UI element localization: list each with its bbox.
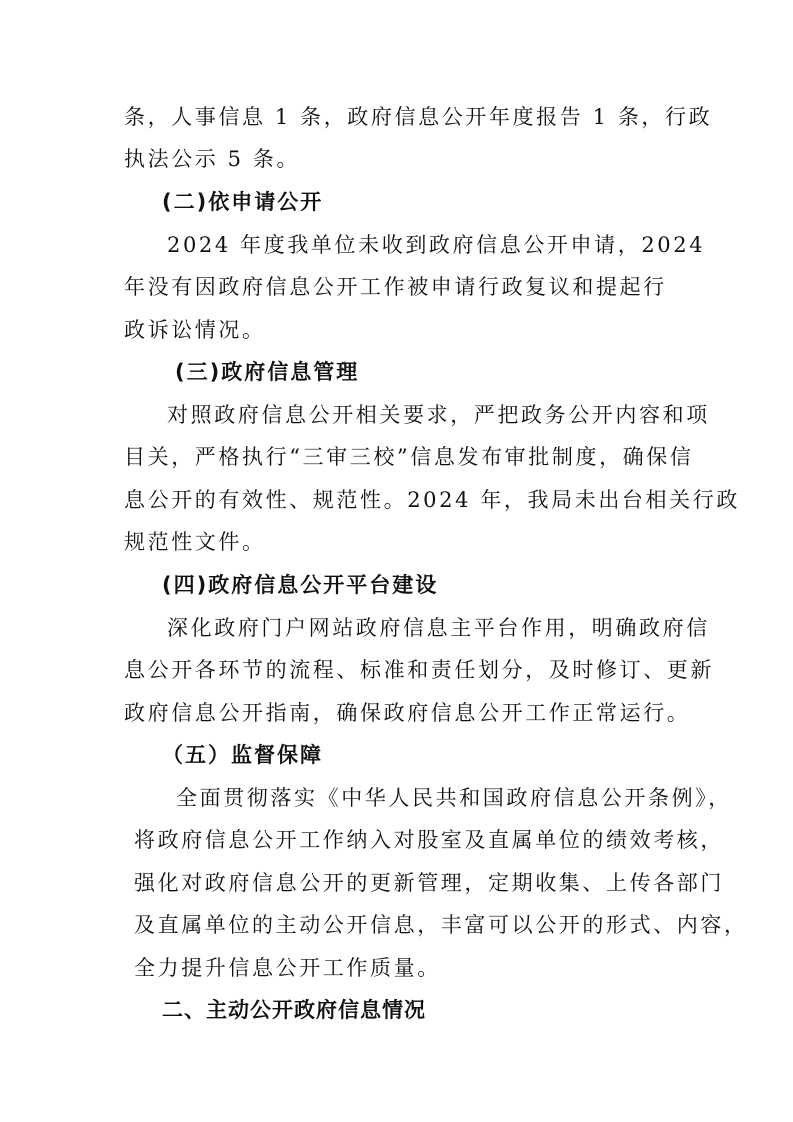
paragraph-line: 年没有因政府信息公开工作被申请行政复议和提起行	[124, 275, 667, 299]
paragraph-line: 全面贯彻落实《中华人民共和国政府信息公开条例》，	[176, 786, 732, 810]
paragraph-line: 息公开的有效性、规范性。2024 年，我局未出台相关行政	[124, 488, 740, 512]
paragraph-line: 强化对政府信息公开的更新管理，定期收集、上传各部门	[134, 871, 724, 895]
section-heading-platform-construction: (四)政府信息公开平台建设	[162, 573, 439, 597]
paragraph-line: 全力提升信息公开工作质量。	[134, 956, 441, 980]
paragraph-line: 政府信息公开指南，确保政府信息公开工作正常运行。	[124, 701, 691, 725]
paragraph-line: 执法公示 5 条。	[124, 147, 301, 171]
paragraph-line: 规范性文件。	[124, 530, 266, 554]
paragraph-line: 2024 年度我单位未收到政府信息公开申请，2024	[167, 233, 706, 257]
paragraph-line: 息公开各环节的流程、标准和责任划分，及时修订、更新	[124, 658, 714, 682]
section-heading-apply-disclosure: (二)依申请公开	[162, 190, 324, 214]
paragraph-line: 对照政府信息公开相关要求，严把政务公开内容和项	[167, 403, 710, 427]
paragraph-line: 及直属单位的主动公开信息，丰富可以公开的形式、内容，	[134, 913, 748, 937]
paragraph-line: 深化政府门户网站政府信息主平台作用，明确政府信	[167, 616, 710, 640]
paragraph-line: 将政府信息公开工作纳入对股室及直属单位的绩效考核，	[134, 828, 724, 852]
paragraph-line: 目关，严格执行“三审三校”信息发布审批制度，确保信	[124, 445, 694, 469]
paragraph-line: 政诉讼情况。	[124, 318, 266, 342]
paragraph-line: 条，人事信息 1 条，政府信息公开年度报告 1 条，行政	[124, 105, 713, 129]
section-heading-info-management: (三)政府信息管理	[175, 360, 360, 384]
section-heading-proactive-disclosure: 二、主动公开政府信息情况	[162, 998, 426, 1022]
section-heading-supervision: （五）监督保障	[162, 743, 323, 767]
